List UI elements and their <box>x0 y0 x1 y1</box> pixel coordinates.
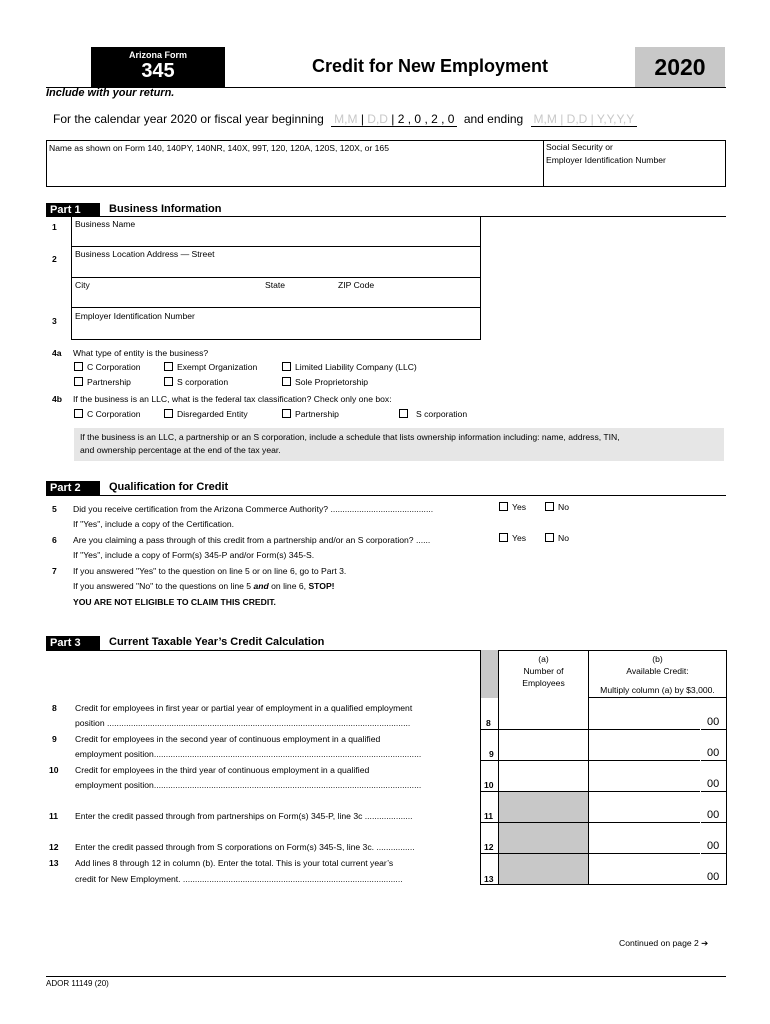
form-code: ADOR 11149 (20) <box>46 979 109 988</box>
line11-num: 11 <box>49 811 59 821</box>
line11-box-num: 11 <box>484 811 494 821</box>
line9-box-num: 9 <box>489 749 494 759</box>
line12-num: 12 <box>49 842 59 852</box>
llc-partnership[interactable]: Partnership <box>282 409 339 419</box>
form-title: Credit for New Employment <box>311 56 549 76</box>
checkbox-icon <box>545 502 554 511</box>
line4a-num: 4a <box>52 348 62 358</box>
line2-num: 2 <box>52 254 57 264</box>
checkbox-icon <box>74 362 83 371</box>
part1-label: Part 1 <box>46 203 100 217</box>
line13-num: 13 <box>49 858 59 868</box>
checkbox-icon <box>499 533 508 542</box>
tax-year: 2020 <box>635 47 725 87</box>
street-field[interactable] <box>72 261 480 275</box>
calendar-year-line <box>53 112 637 127</box>
part3-title: Current Taxable Year’s Credit Calculation <box>109 636 325 648</box>
line5-question: Did you receive certification from the Arizona Commerce Authority? ........................................... <box>73 504 434 514</box>
part2-title: Qualification for Credit <box>109 481 229 493</box>
llc-disregarded[interactable]: Disregarded Entity <box>164 409 248 419</box>
entity-c-corp[interactable]: C Corporation <box>74 362 141 372</box>
part3-label: Part 3 <box>46 636 100 650</box>
business-name-field[interactable] <box>72 231 480 245</box>
checkbox-icon <box>74 409 83 418</box>
col-a-header: (a) Number of Employees <box>522 654 565 688</box>
line9-col-a-input[interactable] <box>499 730 588 760</box>
line10-num: 10 <box>49 765 59 775</box>
checkbox-icon <box>282 409 291 418</box>
city-label: City <box>75 280 90 290</box>
line4b-num: 4b <box>52 394 63 404</box>
line8-text-1: Credit for employees in first year or partial year of employment in a qualified employment <box>75 703 413 713</box>
city-state-zip-field[interactable] <box>72 292 480 306</box>
line9-num: 9 <box>52 734 57 744</box>
line10-col-b-input[interactable] <box>589 761 699 791</box>
line6-question: Are you claiming a pass through of this credit from a partnership and/or an S corporation? ...... <box>73 535 431 545</box>
line8-num: 8 <box>52 703 57 713</box>
ein-label: Employer Identification Number <box>75 311 195 321</box>
line7-c: YOU ARE NOT ELIGIBLE TO CLAIM THIS CREDIT. <box>73 597 276 607</box>
entity-s-corp[interactable]: S corporation <box>164 377 228 387</box>
line6-sub: If "Yes", include a copy of Form(s) 345-P and/or Form(s) 345-S. <box>73 550 315 560</box>
line7-b: If you answered "No" to the questions on line 5 and on line 6, STOP! <box>73 581 335 591</box>
entity-exempt-org[interactable]: Exempt Organization <box>164 362 257 372</box>
line10-text-1: Credit for employees in the third year of continuous employment in a qualified <box>75 765 370 775</box>
line10-col-a-input[interactable] <box>499 761 588 791</box>
end-date-field[interactable]: M,M | D,D | Y,Y,Y,Y <box>531 112 638 127</box>
checkbox-icon <box>399 409 408 418</box>
line12-text: Enter the credit passed through from S corporations on Form(s) 345-S, line 3c. ................ <box>75 842 415 852</box>
ssn-label-2: Employer Identification Number <box>546 155 666 165</box>
form-number-box <box>91 47 225 87</box>
line12-col-b-input[interactable] <box>589 823 699 853</box>
line9-col-b-input[interactable] <box>589 730 699 760</box>
line9-text-2: employment position................................................................................................................ <box>75 749 422 759</box>
street-label: Business Location Address — Street <box>75 249 215 259</box>
line1-num: 1 <box>52 222 57 232</box>
line8-text-2: position ............................................................................................................................... <box>75 718 411 728</box>
and-ending-text: and ending <box>463 112 524 126</box>
continued-note: Continued on page 2 ➔ <box>619 938 709 948</box>
line8-box-num: 8 <box>486 718 491 728</box>
checkbox-icon <box>74 377 83 386</box>
zip-label: ZIP Code <box>338 280 375 290</box>
ssn-label-1: Social Security or <box>546 142 613 152</box>
line11-text: Enter the credit passed through from partnerships on Form(s) 345-P, line 3c .................... <box>75 811 413 821</box>
form-label: Arizona Form <box>128 50 187 60</box>
col-b-header: (b) Available Credit: <box>626 654 689 676</box>
line6-no[interactable]: No <box>545 533 569 543</box>
line5-sub: If "Yes", include a copy of the Certification. <box>73 519 235 529</box>
line5-num: 5 <box>52 504 57 514</box>
line4a-question: What type of entity is the business? <box>73 348 209 358</box>
line13-box-num: 13 <box>484 874 494 884</box>
line5-no[interactable]: No <box>545 502 569 512</box>
checkbox-icon <box>164 362 173 371</box>
line8-col-b-input[interactable] <box>589 698 699 729</box>
include-note: Include with your return. <box>46 87 175 99</box>
line13-text-2: credit for New Employment. ............................................................................................ <box>75 874 403 884</box>
ein-field[interactable] <box>72 323 480 339</box>
checkbox-icon <box>164 409 173 418</box>
part2-label: Part 2 <box>46 481 100 495</box>
line9-text-1: Credit for employees in the second year of continuous employment in a qualified <box>75 734 381 744</box>
entity-sole-prop[interactable]: Sole Proprietorship <box>282 377 368 387</box>
line6-num: 6 <box>52 535 57 545</box>
line10-cents: 00 <box>707 778 720 790</box>
line13-cents: 00 <box>707 871 720 883</box>
checkbox-icon <box>282 377 291 386</box>
line3-num: 3 <box>52 316 57 326</box>
entity-llc[interactable]: Limited Liability Company (LLC) <box>282 362 417 372</box>
llc-s-corp[interactable]: S corporation <box>399 409 467 419</box>
line7-num: 7 <box>52 566 57 576</box>
line11-col-b-input[interactable] <box>589 792 699 822</box>
llc-schedule-note: If the business is an LLC, a partnership or an S corporation, include a schedule that lists ownership information including: name, address, TIN, and ownership percentage at the end of the tax year. <box>74 428 724 461</box>
checkbox-icon <box>164 377 173 386</box>
line10-text-2: employment position................................................................................................................ <box>75 780 422 790</box>
col-b-note: Multiply column (a) by $3,000. <box>600 685 715 695</box>
line9-cents: 00 <box>707 747 720 759</box>
llc-c-corp[interactable]: C Corporation <box>74 409 141 419</box>
entity-partnership[interactable]: Partnership <box>74 377 131 387</box>
line12-box-num: 12 <box>484 842 494 852</box>
checkbox-icon <box>499 502 508 511</box>
business-name-label: Business Name <box>75 219 136 229</box>
line10-box-num: 10 <box>484 780 494 790</box>
line12-cents: 00 <box>707 840 720 852</box>
line11-cents: 00 <box>707 809 720 821</box>
begin-date-field[interactable]: M,M | D,D | 2 , 0 , 2 , 0 <box>331 112 457 127</box>
line8-col-a-input[interactable] <box>499 698 588 729</box>
line13-text-1: Add lines 8 through 12 in column (b). Enter the total. This is your total current year’s <box>75 858 394 868</box>
checkbox-icon <box>545 533 554 542</box>
line5-yes[interactable]: Yes <box>499 502 526 512</box>
line4b-question: If the business is an LLC, what is the federal tax classification? Check only one box: <box>73 394 392 404</box>
line6-yes[interactable]: Yes <box>499 533 526 543</box>
line8-cents: 00 <box>707 716 720 728</box>
part1-title: Business Information <box>109 203 222 215</box>
calendar-year-text: For the calendar year 2020 or fiscal year beginning <box>53 112 324 126</box>
line13-col-b-input[interactable] <box>589 854 699 884</box>
checkbox-icon <box>282 362 291 371</box>
form-number: 345 <box>141 60 175 82</box>
state-label: State <box>265 280 286 290</box>
name-label: Name as shown on Form 140, 140PY, 140NR, 140X, 99T, 120, 120A, 120S, 120X, or 165 <box>49 143 389 153</box>
line7-a: If you answered "Yes" to the question on line 5 or on line 6, go to Part 3. <box>73 566 347 576</box>
